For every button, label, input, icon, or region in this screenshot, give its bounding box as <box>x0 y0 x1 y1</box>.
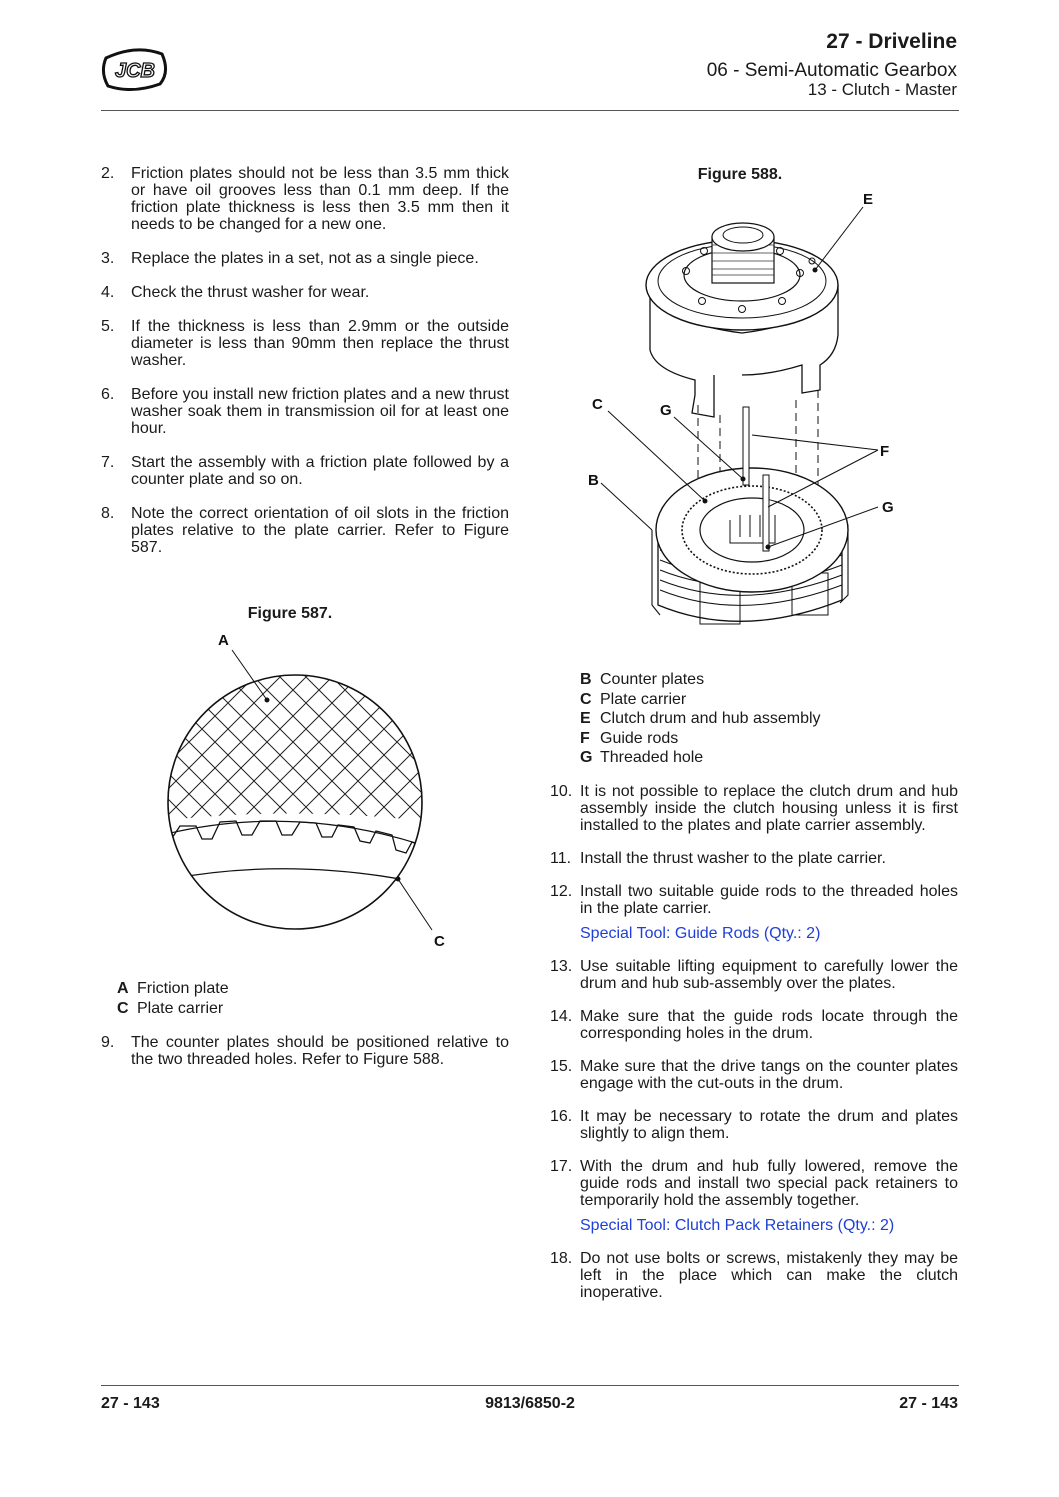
figure-587-friction-plate-diagram <box>150 625 470 960</box>
special-tool-link-guide-rods[interactable]: Special Tool: Guide Rods (Qty.: 2) <box>580 925 821 942</box>
subsection-title: 13 - Clutch - Master <box>807 80 957 99</box>
legend-item: C Plate carrier <box>580 690 687 708</box>
step-16: 16. It may be necessary to rotate the drum and plates slightly to align them. <box>550 1108 958 1142</box>
legend-item: E Clutch drum and hub assembly <box>580 710 821 727</box>
jcb-logo <box>100 44 170 94</box>
legend-item: G Threaded hole <box>580 749 704 766</box>
callout-e: E <box>863 191 874 208</box>
step-7-text: Start the assembly with a friction plate followed by a counter plate and so on. <box>131 454 509 488</box>
right-column <box>550 783 958 1317</box>
step-4-text: Check the thrust washer for wear. <box>131 284 370 301</box>
step-9: 9. The counter plates should be positioned relative to the two threaded holes. Refer to Figure 588. <box>101 1034 509 1068</box>
special-tool-link-clutch-pack-retainers[interactable]: Special Tool: Clutch Pack Retainers (Qty.: 2) <box>580 1217 895 1234</box>
step-2-text: Friction plates should not be less than 3.5 mm thick or have oil grooves less than 0.1 mm deep. If the friction plate thickness is less then 3.5 mm then it needs to be changed for a new one. <box>131 165 509 233</box>
step-8-text: Note the correct orientation of oil slots in the friction plates relative to the plate carrier. Refer to Figure 587. <box>131 505 509 556</box>
step-18: 18. Do not use bolts or screws, mistakenly they may be left in the place which can make the clutch inoperative. <box>550 1250 958 1301</box>
step-8: 8. Note the correct orientation of oil slots in the friction plates relative to the plate carrier. Refer to Figure 587. <box>101 505 509 556</box>
figure-588-clutch-assembly-diagram <box>580 185 910 640</box>
step-14-text: Make sure that the guide rods locate through the corresponding holes in the drum. <box>580 1008 958 1042</box>
figure-587-caption: Figure 587. <box>247 605 333 622</box>
step-17: 17. With the drum and hub fully lowered, remove the guide rods and install two special pack retainers to temporarily hold the assembly together. Special Tool: Clutch Pack Retainers (Qty.: 2) <box>550 1158 958 1234</box>
step-15: 15. Make sure that the drive tangs on the counter plates engage with the cut-outs in the drum. <box>550 1058 958 1092</box>
step-17-text: With the drum and hub fully lowered, remove the guide rods and install two special pack retainers to temporarily hold the assembly together. <box>580 1158 958 1209</box>
step-12-text: Install two suitable guide rods to the threaded holes in the plate carrier. <box>580 883 958 917</box>
callout-c: C <box>434 933 445 950</box>
callout-b: B <box>588 472 599 489</box>
callout-g-upper: G <box>660 402 672 419</box>
step-3: 3. Replace the plates in a set, not as a single piece. <box>101 250 479 267</box>
step-18-text: Do not use bolts or screws, mistakenly they may be left in the place which can make the clutch inoperative. <box>580 1250 958 1301</box>
step-12: 12. Install two suitable guide rods to the threaded holes in the plate carrier. Special Tool: Guide Rods (Qty.: 2) <box>550 883 958 942</box>
left-column <box>101 165 509 573</box>
footer-page-number-right: 27 - 143 <box>899 1395 958 1412</box>
footer-page-number-left: 27 - 143 <box>101 1395 160 1412</box>
footer-document-number: 9813/6850-2 <box>485 1395 575 1412</box>
step-15-text: Make sure that the drive tangs on the counter plates engage with the cut-outs in the drum. <box>580 1058 958 1092</box>
step-4: 4. Check the thrust washer for wear. <box>101 284 370 301</box>
step-7: 7. Start the assembly with a friction plate followed by a counter plate and so on. <box>101 454 509 488</box>
left-column-lower <box>101 1034 509 1085</box>
svg-text:JCB: JCB <box>114 60 156 82</box>
callout-g-lower: G <box>882 499 894 516</box>
step-3-text: Replace the plates in a set, not as a single piece. <box>131 250 479 267</box>
figure-587-legend <box>117 979 229 1018</box>
figure-588-caption: Figure 588. <box>697 166 783 183</box>
legend-item: A Friction plate <box>117 980 229 997</box>
step-11: 11. Install the thrust washer to the plate carrier. <box>550 850 886 867</box>
step-10: 10. It is not possible to replace the clutch drum and hub assembly inside the clutch housing unless it is first installed to the plates and plate carrier assembly. <box>550 783 958 834</box>
step-5-text: If the thickness is less than 2.9mm or the outside diameter is less than 90mm then replace the thrust washer. <box>131 318 509 369</box>
step-6: 6. Before you install new friction plates and a new thrust washer soak them in transmission oil for at least one hour. <box>101 386 509 437</box>
callout-a: A <box>218 632 229 649</box>
step-14: 14. Make sure that the guide rods locate through the corresponding holes in the drum. <box>550 1008 958 1042</box>
step-13: 13. Use suitable lifting equipment to carefully lower the drum and hub sub-assembly over the plates. <box>550 958 958 992</box>
footer-rule <box>101 1385 959 1386</box>
step-16-text: It may be necessary to rotate the drum and plates slightly to align them. <box>580 1108 958 1142</box>
step-13-text: Use suitable lifting equipment to carefully lower the drum and hub sub-assembly over the plates. <box>580 958 958 992</box>
figure-588-legend <box>580 670 821 768</box>
legend-item: B Counter plates <box>580 671 705 688</box>
callout-c: C <box>592 396 603 413</box>
section-title: 06 - Semi-Automatic Gearbox <box>706 60 957 81</box>
callout-f: F <box>880 443 890 460</box>
chapter-title: 27 - Driveline <box>826 30 957 53</box>
legend-item: F Guide rods <box>580 729 679 747</box>
step-9-text: The counter plates should be positioned relative to the two threaded holes. Refer to Figure 588. <box>131 1034 509 1068</box>
step-11-text: Install the thrust washer to the plate carrier. <box>580 850 886 867</box>
legend-item: C Plate carrier <box>117 999 224 1017</box>
step-2: 2. Friction plates should not be less than 3.5 mm thick or have oil grooves less than 0.1 mm deep. If the friction plate thickness is less then 3.5 mm then it needs to be changed for a new one. <box>101 165 509 233</box>
header-rule <box>101 110 959 111</box>
step-5: 5. If the thickness is less than 2.9mm or the outside diameter is less than 90mm then replace the thrust washer. <box>101 318 509 369</box>
step-6-text: Before you install new friction plates and a new thrust washer soak them in transmission oil for at least one hour. <box>131 386 509 437</box>
step-10-text: It is not possible to replace the clutch drum and hub assembly inside the clutch housing unless it is first installed to the plates and plate carrier assembly. <box>580 783 958 834</box>
